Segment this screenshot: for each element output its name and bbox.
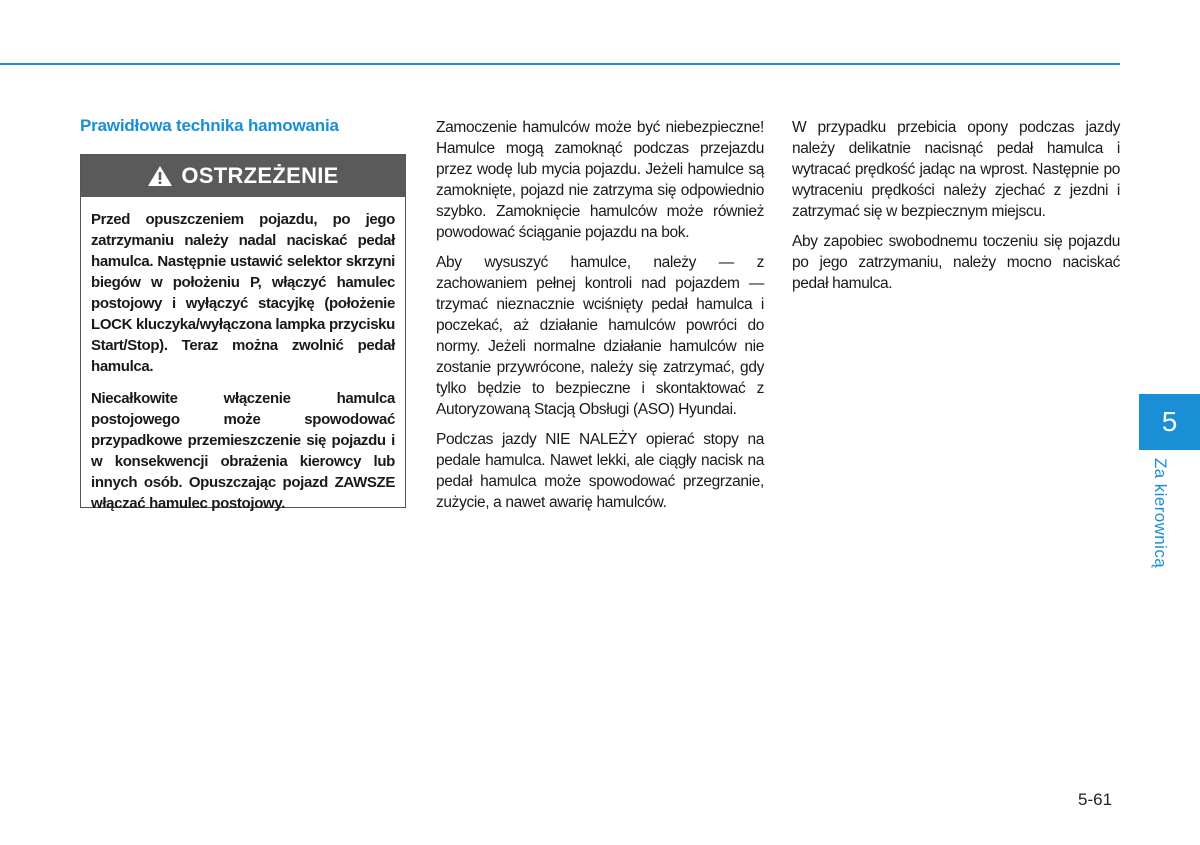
body-paragraph: W przypadku przebicia opony podczas jazdy należy delikatnie nacisnąć pedał hamulca i wytracać prędkość jadąc na wprost. Następnie po wytraceniu prędkości należy zjechać z jezdni i zatrzymać się w bezpiecznym miejscu. [792, 119, 1120, 220]
warning-triangle-icon [147, 165, 173, 187]
text-column-right [792, 117, 1120, 303]
page-number: 5-61 [1078, 790, 1113, 809]
body-paragraph: Podczas jazdy NIE NALEŻY opierać stopy na pedale hamulca. Nawet lekki, ale ciągły nacisk na pedał hamulca może spowodować przegrzanie, zużycie, a nawet awarię hamulców. [436, 431, 764, 511]
warning-paragraph: Przed opuszczeniem pojazdu, po jego zatrzymaniu należy nadal naciskać pedał hamulca. Następnie ustawić selektor skrzyni biegów w położeniu P, włączyć hamulec postojowy i wyłączyć stacyjkę (położenie LOCK kluczyka/wyłączona lampka przycisku Start/Stop). Teraz można zwolnić pedał hamulca. [91, 211, 395, 375]
body-paragraph: Aby zapobiec swobodnemu toczeniu się pojazdu po jego zatrzymaniu, należy mocno naciskać pedał hamulca. [792, 233, 1120, 292]
top-rule [0, 63, 1120, 65]
warning-header [81, 155, 405, 197]
warning-body [81, 197, 405, 514]
warning-title: OSTRZEŻENIE [181, 163, 339, 188]
warning-paragraph: Niecałkowite włączenie hamulca postojowego może spowodować przypadkowe przemieszczenie się pojazdu i w konsekwencji obrażenia kierowcy lub innych osób. Opuszczając pojazd ZAWSZE włączać hamulec postojowy. [91, 390, 395, 512]
body-paragraph: Aby wysuszyć hamulce, należy — z zachowaniem pełnej kontroli nad pojazdem — trzymać nieznacznie wciśnięty pedał hamulca i poczekać, aż działanie hamulców powróci do normy. Jeżeli normalne działanie hamulców nie zostanie przywrócone, należy się zatrzymać, gdy tylko będzie to bezpieczne i skontaktować z Autoryzowaną Stacją Obsługi (ASO) Hyundai. [436, 254, 764, 418]
text-column-middle [436, 117, 764, 522]
warning-box [80, 154, 406, 512]
chapter-tab [1139, 394, 1200, 450]
section-heading: Prawidłowa technika hamowania [80, 116, 339, 135]
body-paragraph: Zamoczenie hamulców może być niebezpieczne! Hamulce mogą zamoknąć podczas przejazdu przez wodę lub mycia pojazdu. Jeżeli hamulce są zamoknięte, pojazd nie zatrzyma się odpowiednio szybko. Zamoknięcie hamulców może również powodować ściąganie pojazdu na bok. [436, 119, 764, 241]
chapter-number: 5 [1161, 406, 1178, 437]
chapter-label: Za kierownicą [1151, 458, 1170, 569]
